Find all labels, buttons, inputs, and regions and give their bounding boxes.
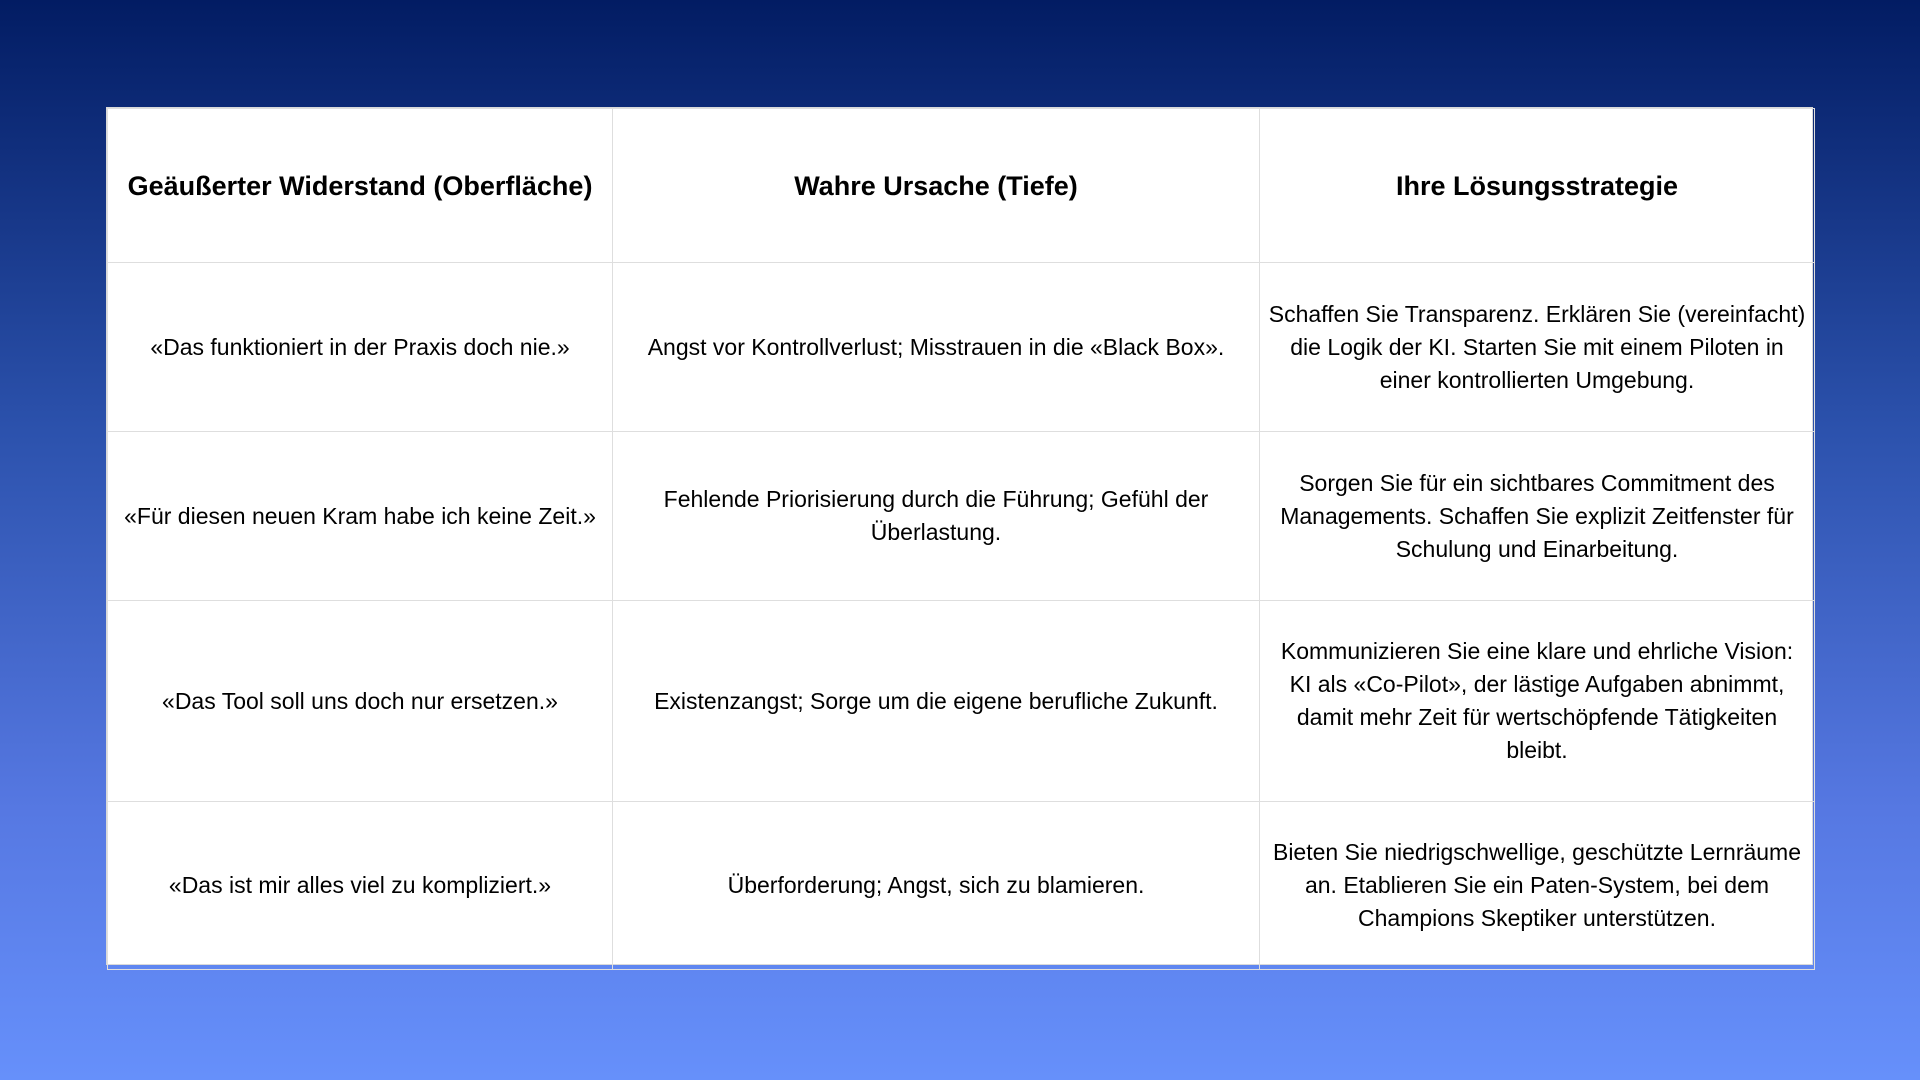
- table-row: [108, 601, 1815, 802]
- header-true-cause: Wahre Ursache (Tiefe): [613, 109, 1260, 263]
- table-row: [108, 802, 1815, 970]
- header-solution-strategy: Ihre Lösungsstrategie: [1260, 109, 1815, 263]
- cell-strategy: Bieten Sie niedrigschwellige, geschützte Lernräume an. Etablieren Sie ein Paten-System, bei dem Champions Skeptiker unterstützen.: [1260, 802, 1815, 970]
- cell-cause: Angst vor Kontrollverlust; Misstrauen in die «Black Box».: [613, 263, 1260, 432]
- cell-cause: Überforderung; Angst, sich zu blamieren.: [613, 802, 1260, 970]
- table-header-row: [108, 109, 1815, 263]
- table-row: [108, 263, 1815, 432]
- cell-strategy: Schaffen Sie Transparenz. Erklären Sie (vereinfacht) die Logik der KI. Starten Sie mit einem Piloten in einer kontrollierten Umgebung.: [1260, 263, 1815, 432]
- resistance-table-container: [106, 107, 1813, 965]
- cell-strategy: Sorgen Sie für ein sichtbares Commitment des Managements. Schaffen Sie explizit Zeitfenster für Schulung und Einarbeitung.: [1260, 432, 1815, 601]
- cell-cause: Existenzangst; Sorge um die eigene berufliche Zukunft.: [613, 601, 1260, 802]
- cell-resistance: «Für diesen neuen Kram habe ich keine Zeit.»: [108, 432, 613, 601]
- header-expressed-resistance: Geäußerter Widerstand (Oberfläche): [108, 109, 613, 263]
- cell-resistance: «Das ist mir alles viel zu kompliziert.»: [108, 802, 613, 970]
- cell-resistance: «Das funktioniert in der Praxis doch nie.»: [108, 263, 613, 432]
- table-row: [108, 432, 1815, 601]
- cell-strategy: Kommunizieren Sie eine klare und ehrliche Vision: KI als «Co-Pilot», der lästige Aufgaben abnimmt, damit mehr Zeit für wertschöpfende Tätigkeiten bleibt.: [1260, 601, 1815, 802]
- cell-cause: Fehlende Priorisierung durch die Führung; Gefühl der Überlastung.: [613, 432, 1260, 601]
- resistance-table: [107, 108, 1815, 970]
- cell-resistance: «Das Tool soll uns doch nur ersetzen.»: [108, 601, 613, 802]
